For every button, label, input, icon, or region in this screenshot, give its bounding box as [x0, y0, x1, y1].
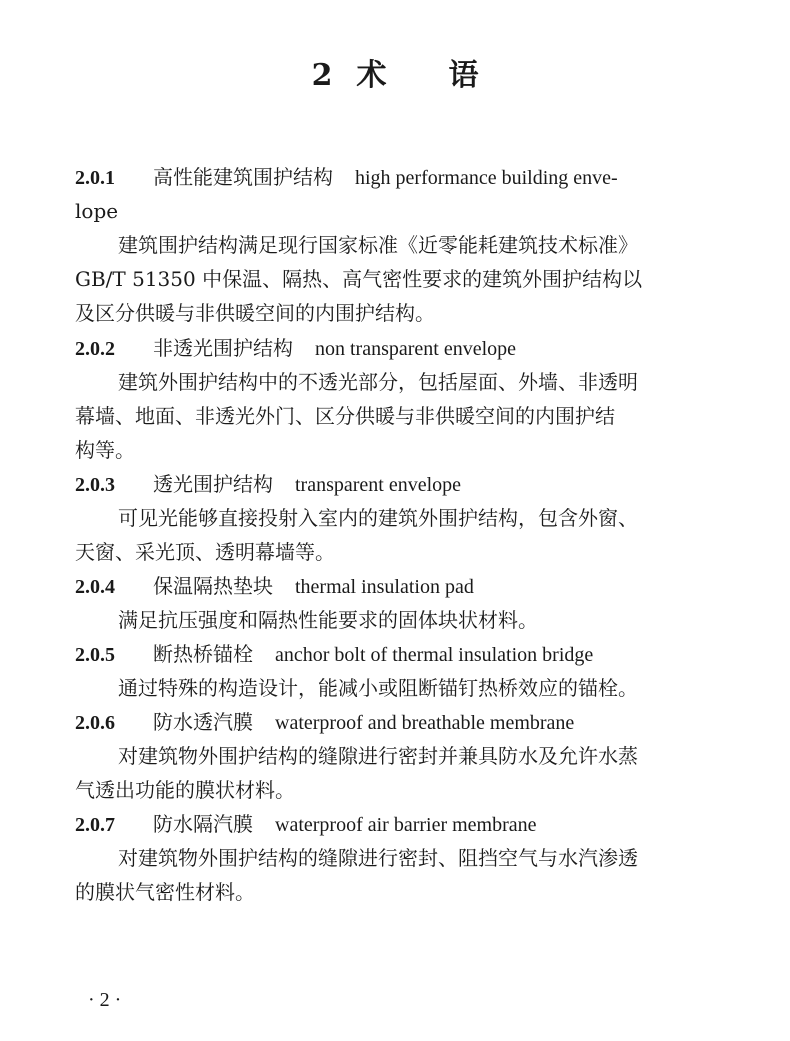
term-name-cn: 透光围护结构 — [153, 472, 273, 496]
term-name-en: waterproof and breathable membrane — [275, 712, 575, 734]
term-name-cn: 保温隔热垫块 — [153, 574, 273, 598]
term-name-en: non transparent envelope — [315, 338, 517, 360]
term-number: 2.0.4 — [75, 576, 115, 598]
term-heading — [75, 705, 715, 739]
term-number: 2.0.3 — [75, 474, 115, 496]
term-definition-line: 对建筑物外围护结构的缝隙进行密封并兼具防水及允许水蒸 — [118, 744, 638, 768]
term-name-cn: 防水隔汽膜 — [153, 812, 253, 836]
chapter-title — [0, 56, 790, 96]
chapter-number: 2 — [311, 58, 333, 93]
term-definition-line: 可见光能够直接投射入室内的建筑外围护结构，包含外窗、 — [118, 506, 638, 530]
term-number: 2.0.1 — [75, 167, 115, 189]
term-name-en: waterproof air barrier membrane — [275, 814, 537, 836]
term-definition-line: 建筑围护结构满足现行国家标准《近零能耗建筑技术标准》 — [118, 233, 638, 257]
term-definition-line: 构等。 — [75, 438, 135, 462]
term-name-cn: 断热桥锚栓 — [153, 642, 253, 666]
term-name-cn: 防水透汽膜 — [153, 710, 253, 734]
term-heading — [75, 637, 715, 671]
term-heading — [75, 569, 715, 603]
term-number: 2.0.2 — [75, 338, 115, 360]
term-definition-line: 天窗、采光顶、透明幕墙等。 — [75, 540, 335, 564]
chapter-title-char-1: 术 — [356, 58, 387, 93]
term-name-en: thermal insulation pad — [295, 576, 474, 598]
term-name-en: transparent envelope — [295, 474, 462, 496]
term-heading — [75, 467, 715, 501]
term-name-en-continued: lope — [75, 199, 119, 223]
term-definition-line: 满足抗压强度和隔热性能要求的固体块状材料。 — [118, 608, 538, 632]
term-definition-line: GB/T 51350 中保温、隔热、高气密性要求的建筑外围护结构以 — [75, 267, 643, 291]
term-definition-line: 对建筑物外围护结构的缝隙进行密封、阻挡空气与水汽渗透 — [118, 846, 638, 870]
term-name-cn: 高性能建筑围护结构 — [153, 165, 333, 189]
chapter-title-char-2: 语 — [448, 58, 479, 93]
term-definition-line: 气透出功能的膜状材料。 — [75, 778, 295, 802]
term-number: 2.0.7 — [75, 814, 115, 836]
term-definition-line: 及区分供暖与非供暖空间的内围护结构。 — [75, 301, 435, 325]
term-heading — [75, 807, 715, 841]
term-definition-line: 幕墙、地面、非透光外门、区分供暖与非供暖空间的内围护结 — [75, 404, 615, 428]
term-definition-line: 的膜状气密性材料。 — [75, 880, 255, 904]
term-definition-line: 建筑外围护结构中的不透光部分，包括屋面、外墙、非透明 — [118, 370, 638, 394]
term-definition-line: 通过特殊的构造设计，能减小或阻断锚钉热桥效应的锚栓。 — [118, 676, 638, 700]
term-number: 2.0.6 — [75, 712, 115, 734]
term-number: 2.0.5 — [75, 644, 115, 666]
term-name-en: anchor bolt of thermal insulation bridge — [275, 644, 594, 666]
term-name-cn: 非透光围护结构 — [153, 336, 293, 360]
term-name-en: high performance building enve- — [355, 167, 618, 189]
page-number: · 2 · — [88, 989, 122, 1011]
term-heading — [75, 160, 715, 194]
term-heading — [75, 331, 715, 365]
